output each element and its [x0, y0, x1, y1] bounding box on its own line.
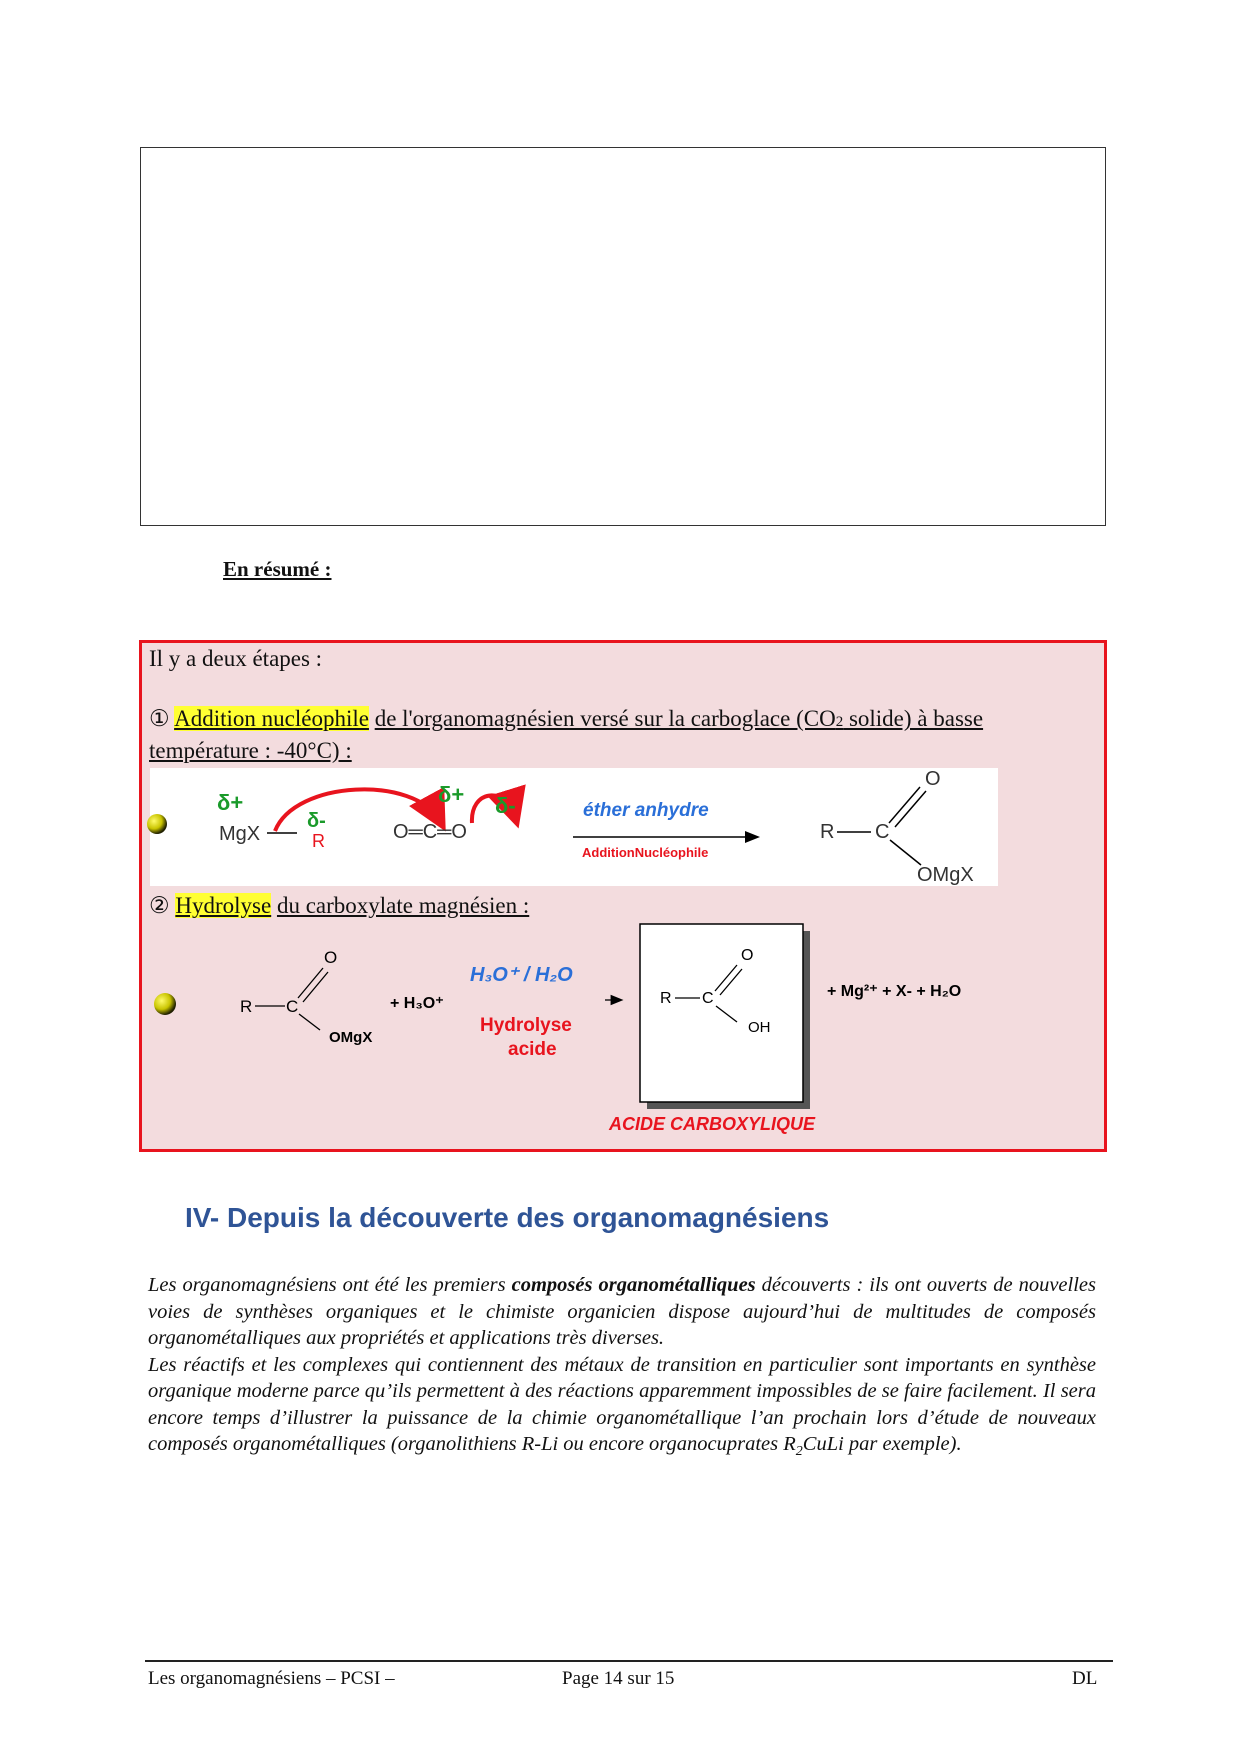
bullet-ball-icon — [147, 814, 167, 834]
delta-plus-mg: δ+ — [217, 790, 244, 815]
step2-rest: du carboxylate magnésien : — [276, 893, 530, 918]
delta-plus-c: δ+ — [438, 782, 465, 807]
step1-highlight: Addition nucléophile — [174, 706, 369, 731]
byproducts: + Mg²⁺ + X- + H₂O — [827, 983, 962, 1000]
step2-line — [149, 893, 529, 919]
delta-minus-r: δ- — [307, 810, 326, 832]
solvent-label: éther anhydre — [583, 800, 709, 821]
plus-h3o: + H₃O⁺ — [390, 995, 444, 1012]
r-label: R — [312, 831, 325, 851]
step1-number: ① — [149, 706, 170, 731]
co2-molecule: O═C═O — [393, 821, 467, 843]
reaction2-scheme — [145, 918, 1100, 1143]
step2-number: ② — [149, 893, 170, 918]
reaction1-scheme — [145, 765, 1005, 890]
product1-omgx: OMgX — [917, 864, 974, 886]
section-heading: IV- Depuis la découverte des organomagnésiens — [185, 1202, 830, 1233]
step1-line1 — [149, 706, 983, 732]
arrow-label: AdditionNucléophile — [582, 845, 709, 860]
product2-o: O — [741, 947, 754, 964]
reactant2-c: C — [286, 997, 299, 1016]
product2-r: R — [660, 990, 672, 1007]
body-text — [148, 1272, 1096, 1466]
reactant2-r: R — [240, 997, 253, 1016]
reagent-label: H₃O⁺ / H₂O — [470, 964, 573, 986]
mgx-label: MgX — [219, 823, 261, 845]
bullet-ball-icon-2 — [154, 993, 176, 1015]
step2-highlight: Hydrolyse — [175, 893, 272, 918]
footer-rule — [145, 1660, 1113, 1662]
delta-minus-o: δ- — [495, 793, 516, 818]
paragraph-2: Les réactifs et les complexes qui contiennent des métaux de transition en particulier sont importants en synthèse organique moderne parce qu’ils permettent à des réactions apparemment impossibles de se faire facilement. Il sera encore temps d’illustrer la puissance de la chimie organométallique l’an prochain lors d’étude de nouveaux composés organométalliques (organolithiens R-Li ou encore organocuprates $R_2CuLi$ par exemple). — [148, 1353, 1096, 1460]
steps-intro: Il y a deux étapes : — [149, 646, 323, 671]
empty-frame — [140, 147, 1106, 526]
footer-left: Les organomagnésiens – PCSI – — [148, 1668, 395, 1689]
summary-title: En résumé : — [223, 557, 332, 581]
hydrolyse-label-2: acide — [508, 1039, 557, 1060]
footer-page-number: Page 14 sur 15 — [562, 1668, 675, 1689]
step1-rest: de l'organomagnésien versé sur la carboglace (CO2 solide) à basse — [374, 706, 984, 731]
step1-line2: température : -40°C) : — [149, 738, 352, 763]
product1-r: R — [820, 821, 835, 843]
paragraph-1: Les organomagnésiens ont été les premiers composés organométalliques découverts : ils ont ouverts de nouvelles voies de synthèses organiques et le chimiste organicien dispose aujourd’hui de multitudes de composés organométalliques aux propriétés et applications très diverses. — [148, 1274, 1096, 1349]
reactant2-o: O — [324, 948, 338, 967]
product1-c: C — [875, 821, 890, 843]
product2-oh: OH — [748, 1019, 771, 1036]
product2-c: C — [702, 990, 714, 1007]
footer-right: DL — [1072, 1668, 1098, 1689]
product1-o: O — [925, 768, 941, 790]
hydrolyse-label-1: Hydrolyse — [480, 1015, 572, 1036]
product-name: ACIDE CARBOXYLIQUE — [609, 1114, 816, 1134]
product-box — [640, 924, 803, 1102]
reactant2-omgx: OMgX — [329, 1029, 373, 1046]
